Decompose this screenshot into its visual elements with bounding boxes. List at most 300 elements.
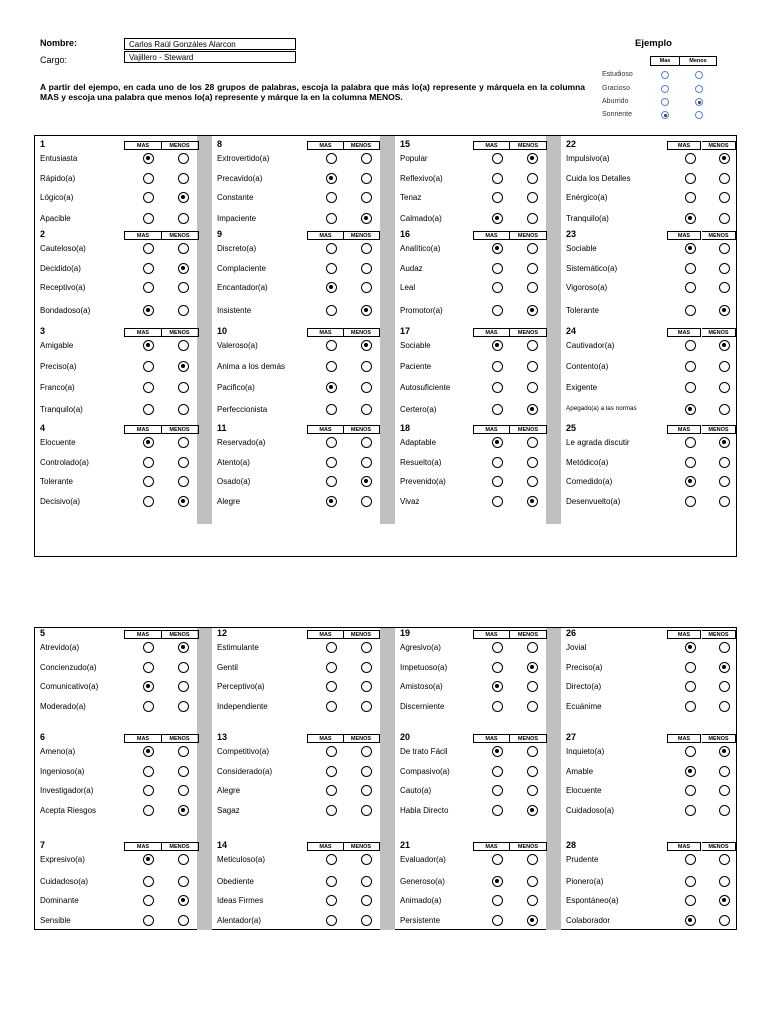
radio-mas[interactable]	[326, 895, 337, 906]
example-radio-menos[interactable]	[695, 98, 703, 106]
example-radio-mas[interactable]	[661, 71, 669, 79]
radio-menos[interactable]	[361, 437, 372, 448]
group-word: Reservado(a)	[217, 438, 266, 447]
example-radio-mas[interactable]	[661, 85, 669, 93]
radio-mas[interactable]	[685, 876, 696, 887]
column-separator	[197, 136, 212, 524]
radio-mas[interactable]	[492, 382, 503, 393]
radio-mas[interactable]	[326, 361, 337, 372]
radio-menos[interactable]	[361, 173, 372, 184]
radio-mas[interactable]	[143, 340, 154, 351]
radio-mas[interactable]	[326, 282, 337, 293]
radio-mas[interactable]	[685, 263, 696, 274]
group-word: Contento(a)	[566, 361, 609, 371]
radio-menos[interactable]	[719, 642, 730, 653]
radio-menos[interactable]	[178, 476, 189, 487]
radio-mas[interactable]	[685, 854, 696, 865]
col-header-mas: MAS	[667, 328, 701, 337]
group-word: Insistente	[217, 306, 252, 315]
radio-menos[interactable]	[719, 895, 730, 906]
col-header-mas: MAS	[667, 842, 701, 851]
radio-mas[interactable]	[143, 263, 154, 274]
radio-mas[interactable]	[143, 305, 154, 316]
group-number: 2	[40, 229, 46, 239]
radio-menos[interactable]	[719, 361, 730, 372]
radio-mas[interactable]	[685, 496, 696, 507]
radio-menos[interactable]	[719, 173, 730, 184]
radio-mas[interactable]	[492, 785, 503, 796]
radio-mas[interactable]	[685, 305, 696, 316]
radio-menos[interactable]	[527, 766, 538, 777]
radio-mas[interactable]	[685, 243, 696, 254]
radio-mas[interactable]	[143, 361, 154, 372]
radio-mas[interactable]	[685, 681, 696, 692]
radio-menos[interactable]	[178, 746, 189, 757]
radio-menos[interactable]	[719, 496, 730, 507]
radio-menos[interactable]	[361, 805, 372, 816]
radio-mas[interactable]	[143, 192, 154, 203]
radio-menos[interactable]	[527, 854, 538, 865]
radio-mas[interactable]	[326, 746, 337, 757]
col-header-menos: MENOS	[161, 630, 199, 639]
radio-mas[interactable]	[326, 642, 337, 653]
radio-mas[interactable]	[492, 192, 503, 203]
radio-menos[interactable]	[178, 854, 189, 865]
radio-mas[interactable]	[143, 642, 154, 653]
radio-mas[interactable]	[685, 192, 696, 203]
radio-mas[interactable]	[143, 746, 154, 757]
radio-menos[interactable]	[361, 305, 372, 316]
radio-menos[interactable]	[527, 895, 538, 906]
radio-mas[interactable]	[492, 282, 503, 293]
radio-mas[interactable]	[143, 766, 154, 777]
radio-menos[interactable]	[361, 766, 372, 777]
radio-mas[interactable]	[143, 213, 154, 224]
radio-menos[interactable]	[178, 173, 189, 184]
radio-menos[interactable]	[527, 173, 538, 184]
radio-mas[interactable]	[685, 766, 696, 777]
radio-menos[interactable]	[361, 854, 372, 865]
radio-mas[interactable]	[492, 476, 503, 487]
radio-menos[interactable]	[178, 766, 189, 777]
radio-mas[interactable]	[326, 876, 337, 887]
radio-menos[interactable]	[527, 785, 538, 796]
radio-mas[interactable]	[143, 701, 154, 712]
radio-mas[interactable]	[492, 361, 503, 372]
radio-mas[interactable]	[143, 854, 154, 865]
group-word: Agresivo(a)	[400, 643, 441, 652]
radio-menos[interactable]	[719, 701, 730, 712]
radio-menos[interactable]	[719, 476, 730, 487]
col-header-mas: MAS	[473, 630, 510, 639]
radio-menos[interactable]	[178, 213, 189, 224]
radio-mas[interactable]	[685, 457, 696, 468]
radio-mas[interactable]	[143, 915, 154, 926]
radio-menos[interactable]	[361, 263, 372, 274]
col-header-menos: MENOS	[510, 734, 547, 743]
group-word: Tenaz	[400, 193, 422, 202]
radio-mas[interactable]	[685, 340, 696, 351]
radio-menos[interactable]	[361, 282, 372, 293]
radio-menos[interactable]	[361, 876, 372, 887]
radio-mas[interactable]	[685, 805, 696, 816]
radio-mas[interactable]	[492, 746, 503, 757]
group-word: Osado(a)	[217, 477, 251, 486]
group-word: Atento(a)	[217, 457, 250, 467]
radio-menos[interactable]	[361, 681, 372, 692]
radio-menos[interactable]	[527, 213, 538, 224]
radio-menos[interactable]	[719, 305, 730, 316]
radio-menos[interactable]	[719, 785, 730, 796]
radio-menos[interactable]	[178, 404, 189, 415]
radio-mas[interactable]	[685, 361, 696, 372]
radio-menos[interactable]	[178, 805, 189, 816]
group-word: Expresivo(a)	[40, 855, 85, 864]
group-word: Apegado(a) a las normas	[566, 404, 637, 412]
radio-menos[interactable]	[719, 243, 730, 254]
radio-mas[interactable]	[326, 662, 337, 673]
radio-mas[interactable]	[326, 243, 337, 254]
group-word: Pacifico(a)	[217, 383, 255, 392]
radio-mas[interactable]	[492, 662, 503, 673]
radio-menos[interactable]	[527, 263, 538, 274]
radio-menos[interactable]	[527, 153, 538, 164]
radio-menos[interactable]	[527, 243, 538, 254]
radio-menos[interactable]	[527, 642, 538, 653]
group-number: 19	[400, 628, 411, 638]
col-header-mas: MAS	[307, 425, 344, 434]
radio-menos[interactable]	[719, 766, 730, 777]
group-word: Atrevido(a)	[40, 643, 80, 652]
radio-menos[interactable]	[719, 854, 730, 865]
group-number: 5	[40, 628, 46, 638]
radio-menos[interactable]	[178, 915, 189, 926]
radio-menos[interactable]	[178, 382, 189, 393]
radio-menos[interactable]	[178, 243, 189, 254]
radio-menos[interactable]	[719, 681, 730, 692]
radio-menos[interactable]	[719, 915, 730, 926]
group-word: Extrovertido(a)	[217, 154, 270, 163]
group-word: Cuidadoso(a)	[566, 805, 615, 815]
radio-mas[interactable]	[326, 192, 337, 203]
radio-menos[interactable]	[527, 282, 538, 293]
col-header-mas: MAS	[473, 141, 510, 150]
group-word: Dominante	[40, 896, 79, 905]
group-word: Vivaz	[400, 496, 420, 506]
radio-mas[interactable]	[143, 282, 154, 293]
radio-mas[interactable]	[143, 681, 154, 692]
group-word: Leal	[400, 283, 416, 292]
radio-mas[interactable]	[685, 404, 696, 415]
radio-mas[interactable]	[326, 263, 337, 274]
radio-mas[interactable]	[685, 282, 696, 293]
group-word: Generoso(a)	[400, 876, 445, 886]
radio-mas[interactable]	[685, 915, 696, 926]
radio-menos[interactable]	[178, 457, 189, 468]
radio-menos[interactable]	[719, 382, 730, 393]
radio-mas[interactable]	[685, 437, 696, 448]
radio-menos[interactable]	[178, 496, 189, 507]
radio-mas[interactable]	[143, 382, 154, 393]
group-word: Considerado(a)	[217, 766, 273, 776]
radio-menos[interactable]	[178, 785, 189, 796]
radio-menos[interactable]	[361, 746, 372, 757]
radio-menos[interactable]	[527, 361, 538, 372]
radio-mas[interactable]	[685, 701, 696, 712]
radio-menos[interactable]	[361, 213, 372, 224]
radio-mas[interactable]	[326, 496, 337, 507]
radio-mas[interactable]	[492, 496, 503, 507]
radio-menos[interactable]	[178, 701, 189, 712]
example-radio-menos[interactable]	[695, 85, 703, 93]
radio-menos[interactable]	[361, 915, 372, 926]
radio-mas[interactable]	[143, 437, 154, 448]
radio-mas[interactable]	[326, 457, 337, 468]
col-header-mas: MAS	[473, 425, 510, 434]
radio-menos[interactable]	[178, 642, 189, 653]
radio-mas[interactable]	[492, 340, 503, 351]
radio-mas[interactable]	[326, 766, 337, 777]
radio-mas[interactable]	[143, 457, 154, 468]
radio-mas[interactable]	[685, 382, 696, 393]
radio-mas[interactable]	[492, 805, 503, 816]
radio-mas[interactable]	[326, 701, 337, 712]
radio-mas[interactable]	[685, 476, 696, 487]
group-word: Cautivador(a)	[566, 341, 615, 350]
radio-mas[interactable]	[492, 915, 503, 926]
radio-menos[interactable]	[361, 361, 372, 372]
radio-menos[interactable]	[178, 876, 189, 887]
example-word: Gracioso	[602, 85, 631, 92]
radio-menos[interactable]	[719, 746, 730, 757]
group-word: Preciso(a)	[40, 361, 77, 371]
radio-mas[interactable]	[326, 305, 337, 316]
radio-menos[interactable]	[719, 404, 730, 415]
radio-mas[interactable]	[492, 642, 503, 653]
radio-menos[interactable]	[527, 805, 538, 816]
radio-mas[interactable]	[143, 404, 154, 415]
radio-menos[interactable]	[719, 437, 730, 448]
radio-menos[interactable]	[178, 681, 189, 692]
col-header-menos: MENOS	[343, 141, 380, 150]
radio-menos[interactable]	[719, 457, 730, 468]
radio-mas[interactable]	[492, 876, 503, 887]
example-radio-menos[interactable]	[695, 111, 703, 119]
radio-mas[interactable]	[143, 496, 154, 507]
radio-menos[interactable]	[719, 263, 730, 274]
column-separator	[380, 136, 395, 524]
radio-menos[interactable]	[361, 496, 372, 507]
radio-mas[interactable]	[492, 681, 503, 692]
radio-mas[interactable]	[492, 766, 503, 777]
radio-mas[interactable]	[326, 805, 337, 816]
name-label: Nombre:	[40, 38, 78, 48]
radio-menos[interactable]	[527, 662, 538, 673]
group-word: Audaz	[400, 263, 423, 273]
radio-menos[interactable]	[719, 213, 730, 224]
group-word: Perfeccionista	[217, 404, 268, 414]
radio-mas[interactable]	[492, 173, 503, 184]
radio-menos[interactable]	[361, 340, 372, 351]
radio-mas[interactable]	[685, 213, 696, 224]
radio-menos[interactable]	[719, 153, 730, 164]
group-word: Amable	[566, 766, 594, 776]
radio-menos[interactable]	[527, 746, 538, 757]
group-number: 4	[40, 423, 46, 433]
group-number: 9	[217, 229, 223, 239]
radio-menos[interactable]	[361, 153, 372, 164]
radio-menos[interactable]	[719, 192, 730, 203]
radio-mas[interactable]	[326, 173, 337, 184]
radio-mas[interactable]	[685, 173, 696, 184]
radio-mas[interactable]	[326, 213, 337, 224]
radio-menos[interactable]	[527, 192, 538, 203]
radio-mas[interactable]	[492, 243, 503, 254]
radio-mas[interactable]	[326, 153, 337, 164]
radio-mas[interactable]	[326, 915, 337, 926]
radio-menos[interactable]	[527, 457, 538, 468]
group-number: 21	[400, 840, 411, 850]
col-header-menos: MENOS	[343, 425, 380, 434]
group-word: Sistemático(a)	[566, 263, 618, 273]
radio-menos[interactable]	[361, 404, 372, 415]
col-header-menos: MENOS	[161, 425, 199, 434]
col-header-menos: MENOS	[702, 425, 736, 434]
group-word: Obediente	[217, 876, 254, 886]
radio-menos[interactable]	[527, 876, 538, 887]
group-word: Vigoroso(a)	[566, 283, 608, 292]
radio-mas[interactable]	[492, 701, 503, 712]
radio-menos[interactable]	[178, 192, 189, 203]
group-number: 23	[566, 229, 577, 239]
radio-mas[interactable]	[492, 895, 503, 906]
radio-mas[interactable]	[143, 785, 154, 796]
radio-mas[interactable]	[143, 805, 154, 816]
name-field[interactable]: Carlos Raúl Gonzáles Alarcon	[124, 38, 296, 50]
example-radio-mas[interactable]	[661, 98, 669, 106]
radio-menos[interactable]	[361, 642, 372, 653]
radio-mas[interactable]	[326, 785, 337, 796]
group-word: Inquieto(a)	[566, 747, 605, 756]
radio-menos[interactable]	[527, 382, 538, 393]
radio-mas[interactable]	[492, 153, 503, 164]
radio-menos[interactable]	[527, 437, 538, 448]
radio-mas[interactable]	[685, 153, 696, 164]
radio-menos[interactable]	[361, 895, 372, 906]
group-word: Decisivo(a)	[40, 496, 81, 506]
radio-mas[interactable]	[143, 876, 154, 887]
radio-menos[interactable]	[527, 340, 538, 351]
radio-mas[interactable]	[143, 476, 154, 487]
radio-menos[interactable]	[361, 701, 372, 712]
radio-menos[interactable]	[178, 153, 189, 164]
radio-menos[interactable]	[527, 496, 538, 507]
col-header-mas: MAS	[124, 328, 162, 337]
radio-menos[interactable]	[719, 662, 730, 673]
group-number: 3	[40, 326, 46, 336]
radio-mas[interactable]	[685, 642, 696, 653]
radio-mas[interactable]	[685, 662, 696, 673]
radio-mas[interactable]	[326, 681, 337, 692]
example-radio-mas[interactable]	[661, 111, 669, 119]
role-field[interactable]: Vajillero - Steward	[124, 51, 296, 63]
radio-menos[interactable]	[178, 361, 189, 372]
radio-menos[interactable]	[361, 476, 372, 487]
col-header-menos: MENOS	[702, 734, 736, 743]
radio-menos[interactable]	[527, 404, 538, 415]
radio-menos[interactable]	[178, 895, 189, 906]
radio-mas[interactable]	[492, 305, 503, 316]
radio-menos[interactable]	[719, 340, 730, 351]
radio-mas[interactable]	[492, 854, 503, 865]
radio-mas[interactable]	[326, 340, 337, 351]
example-word: Sonriente	[602, 111, 632, 118]
radio-menos[interactable]	[178, 282, 189, 293]
group-word: Promotor(a)	[400, 306, 443, 315]
radio-menos[interactable]	[361, 662, 372, 673]
radio-menos[interactable]	[178, 437, 189, 448]
radio-mas[interactable]	[326, 437, 337, 448]
radio-mas[interactable]	[685, 785, 696, 796]
radio-mas[interactable]	[143, 895, 154, 906]
col-header-menos: MENOS	[510, 425, 547, 434]
radio-mas[interactable]	[492, 457, 503, 468]
col-header-mas: MAS	[667, 231, 701, 240]
radio-mas[interactable]	[143, 662, 154, 673]
radio-mas[interactable]	[143, 173, 154, 184]
radio-mas[interactable]	[326, 854, 337, 865]
col-header-menos: MENOS	[343, 328, 380, 337]
radio-mas[interactable]	[685, 746, 696, 757]
radio-mas[interactable]	[326, 382, 337, 393]
example-radio-menos[interactable]	[695, 71, 703, 79]
radio-mas[interactable]	[492, 437, 503, 448]
radio-menos[interactable]	[527, 681, 538, 692]
group-word: Elocuente	[566, 786, 602, 795]
group-number: 1	[40, 139, 46, 149]
col-header-mas: MAS	[124, 734, 162, 743]
radio-mas[interactable]	[492, 404, 503, 415]
radio-menos[interactable]	[361, 243, 372, 254]
radio-menos[interactable]	[719, 805, 730, 816]
radio-menos[interactable]	[527, 915, 538, 926]
radio-mas[interactable]	[326, 404, 337, 415]
radio-menos[interactable]	[361, 382, 372, 393]
col-header-menos: MENOS	[510, 328, 547, 337]
radio-menos[interactable]	[527, 305, 538, 316]
radio-mas[interactable]	[492, 263, 503, 274]
radio-menos[interactable]	[178, 263, 189, 274]
radio-menos[interactable]	[361, 457, 372, 468]
radio-menos[interactable]	[719, 876, 730, 887]
col-header-menos: MENOS	[702, 842, 736, 851]
radio-mas[interactable]	[143, 153, 154, 164]
radio-mas[interactable]	[326, 476, 337, 487]
radio-menos[interactable]	[178, 340, 189, 351]
radio-menos[interactable]	[719, 282, 730, 293]
radio-mas[interactable]	[492, 213, 503, 224]
radio-menos[interactable]	[527, 476, 538, 487]
group-word: Competitivo(a)	[217, 747, 270, 756]
radio-mas[interactable]	[685, 895, 696, 906]
radio-menos[interactable]	[361, 785, 372, 796]
radio-menos[interactable]	[178, 305, 189, 316]
radio-menos[interactable]	[178, 662, 189, 673]
radio-menos[interactable]	[361, 192, 372, 203]
group-number: 25	[566, 423, 577, 433]
radio-menos[interactable]	[527, 701, 538, 712]
radio-mas[interactable]	[143, 243, 154, 254]
